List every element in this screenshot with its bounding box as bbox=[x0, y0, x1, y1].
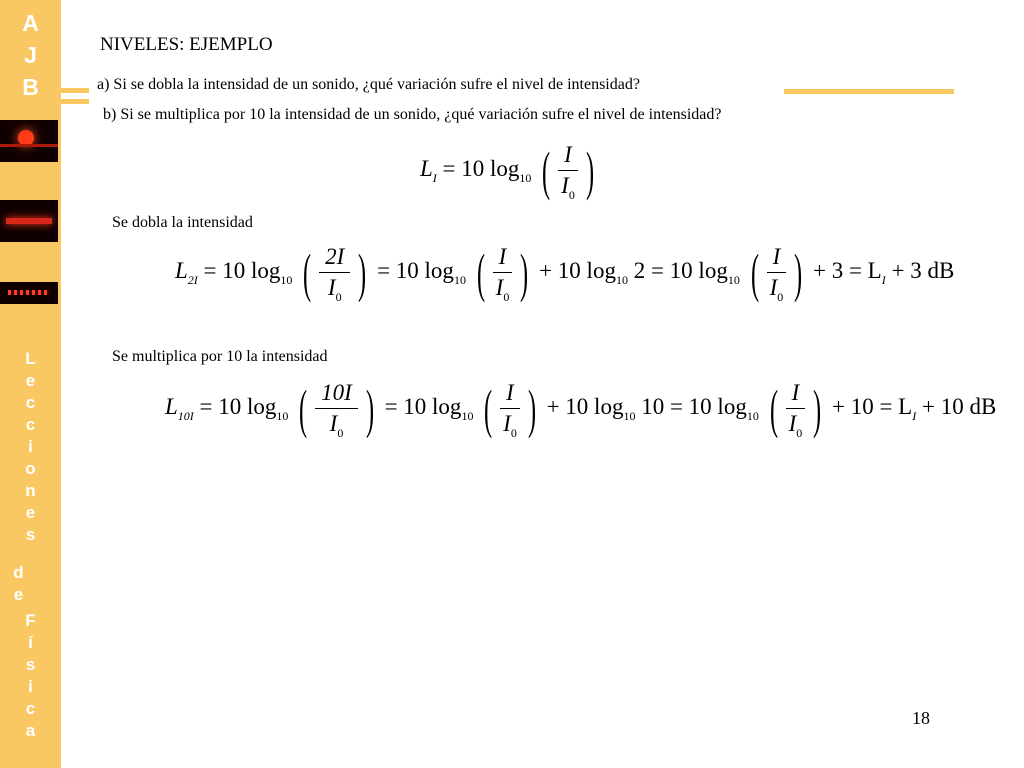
eq-log-base: 10 bbox=[461, 408, 474, 423]
eq-log-base: 10 bbox=[727, 272, 740, 287]
vertical-letter: í bbox=[28, 633, 33, 652]
formula-num: I bbox=[558, 142, 578, 171]
slide-title: NIVELES: EJEMPLO bbox=[100, 34, 273, 55]
eq-coef: = 10 log bbox=[199, 393, 277, 419]
eq-log-base: 10 bbox=[276, 408, 289, 423]
question-b: b) Si se multiplica por 10 la intensidad de un sonido, ¿qué variación sufre el nivel de intensidad? bbox=[103, 106, 722, 123]
vertical-letter: c bbox=[25, 393, 36, 412]
eq-middle2: = 10 log bbox=[650, 257, 728, 283]
vertical-letter: d bbox=[13, 563, 24, 582]
vertical-letter: s bbox=[25, 525, 36, 544]
formula-lhs: L bbox=[420, 155, 433, 181]
eq-num: I bbox=[767, 244, 787, 273]
physics-photo-2 bbox=[0, 200, 58, 242]
vertical-letter: F bbox=[25, 611, 36, 630]
eq-den-sub: 0 bbox=[796, 426, 803, 440]
accent-stripe bbox=[61, 88, 89, 93]
eq-den-sub: 0 bbox=[337, 426, 344, 440]
eq-den: I bbox=[327, 275, 336, 300]
eq-num: I bbox=[500, 380, 520, 409]
eq-two: 2 bbox=[633, 257, 646, 283]
eq-result: + 10 = L bbox=[831, 393, 913, 419]
eq-coef: = 10 log bbox=[203, 257, 281, 283]
vertical-letter: i bbox=[28, 677, 33, 696]
formula-lhs-sub: I bbox=[432, 170, 437, 185]
vertical-letter: L bbox=[25, 349, 36, 368]
formula-den: I bbox=[561, 173, 569, 198]
eq-den-sub: 0 bbox=[503, 290, 510, 304]
question-a: a) Si se dobla la intensidad de un sonido, ¿qué variación sufre el nivel de intensidad? bbox=[97, 76, 640, 93]
eq-lhs: L bbox=[175, 257, 188, 283]
eq-result-sub: I bbox=[881, 272, 886, 287]
eq-result-sub: I bbox=[912, 408, 917, 423]
eq-den: I bbox=[769, 275, 778, 300]
accent-stripe bbox=[784, 89, 954, 94]
accent-stripe bbox=[61, 99, 89, 104]
eq-middle1: = 10 log bbox=[384, 393, 462, 419]
eq-den: I bbox=[788, 411, 797, 436]
eq-ten: 10 bbox=[641, 393, 665, 419]
eq-den-sub: 0 bbox=[335, 290, 342, 304]
eq-log-base: 10 bbox=[615, 272, 628, 287]
level-formula: $L_I = 10$ $\log_{10}$ ( $\frac{I}{I_0}$ ) bbox=[420, 140, 594, 202]
eq-middle1: = 10 log bbox=[377, 257, 454, 283]
eq-log-base: 10 bbox=[280, 272, 293, 287]
eq-den-sub: 0 bbox=[510, 426, 517, 440]
logo-letter-b: B bbox=[22, 74, 39, 100]
eq-lhs-sub: 10I bbox=[177, 408, 194, 423]
page-number: 18 bbox=[912, 708, 930, 728]
eq-num: I bbox=[493, 244, 513, 273]
vertical-letter: c bbox=[25, 415, 36, 434]
case-double-equation: $L_{2I} = 10$ $\log_{10}$ ( $\frac{2I}{I_0}$ ) = 10 $\log_{10}$ ( $\frac{I}{I_0}$ ) + 10 $\log_{10} 2 = 10$ $\log_{10}$ ( $\frac{I}{I_0}$ ) + $3 = L_I + 3$ dB bbox=[175, 242, 955, 304]
case-double-label: Se dobla la intensidad bbox=[112, 214, 253, 231]
eq-den: I bbox=[329, 411, 338, 436]
vertical-letter: e bbox=[25, 371, 36, 390]
eq-result-tail: + 10 dB bbox=[921, 393, 997, 419]
logo-letter-j: J bbox=[24, 42, 37, 68]
eq-den-sub: 0 bbox=[777, 290, 784, 304]
physics-photo-1 bbox=[0, 120, 58, 162]
formula-den-sub: 0 bbox=[568, 188, 575, 202]
vertical-letter: o bbox=[25, 459, 36, 478]
formula-log-base: 10 bbox=[519, 170, 532, 185]
formula-coef: = 10 log bbox=[442, 155, 520, 181]
eq-middle2: = 10 log bbox=[669, 393, 747, 419]
vertical-letter: n bbox=[25, 481, 36, 500]
eq-lhs: L bbox=[165, 393, 178, 419]
eq-log-base: 10 bbox=[746, 408, 759, 423]
vertical-letter: e bbox=[25, 503, 36, 522]
eq-den: I bbox=[503, 411, 511, 436]
logo-letter-a: A bbox=[22, 10, 39, 36]
vertical-letter: c bbox=[25, 699, 36, 718]
case-ten-equation: $L_{10I} = 10$ $\log_{10}$ ( $\frac{10I}{I_0}$ ) = 10 $\log_{10}$ ( $\frac{I}{I_0}$ ) + 10 $\log_{10} 10 = 10$ $\log_{10}$ ( $\frac{I}{I_0}$ ) + $10 = L_I + 10$ dB bbox=[165, 378, 997, 440]
eq-lhs-sub: 2I bbox=[187, 272, 198, 287]
eq-plus1: + 10 log bbox=[539, 257, 616, 283]
vertical-letter: s bbox=[25, 655, 36, 674]
vertical-letter: a bbox=[25, 721, 36, 740]
physics-photo-3 bbox=[0, 282, 58, 304]
eq-num: 10I bbox=[315, 380, 358, 409]
vertical-letter: e bbox=[13, 585, 24, 604]
vertical-letter: i bbox=[28, 437, 33, 456]
eq-result: + 3 = L bbox=[812, 257, 882, 283]
eq-num: I bbox=[786, 380, 806, 409]
eq-log-base: 10 bbox=[453, 272, 466, 287]
eq-den: I bbox=[495, 275, 504, 300]
eq-num: 2I bbox=[319, 244, 350, 273]
eq-result-tail: + 3 dB bbox=[891, 257, 955, 283]
sidebar bbox=[0, 0, 61, 768]
case-ten-label: Se multiplica por 10 la intensidad bbox=[112, 348, 328, 365]
eq-log-base: 10 bbox=[623, 408, 636, 423]
eq-plus1: + 10 log bbox=[546, 393, 624, 419]
